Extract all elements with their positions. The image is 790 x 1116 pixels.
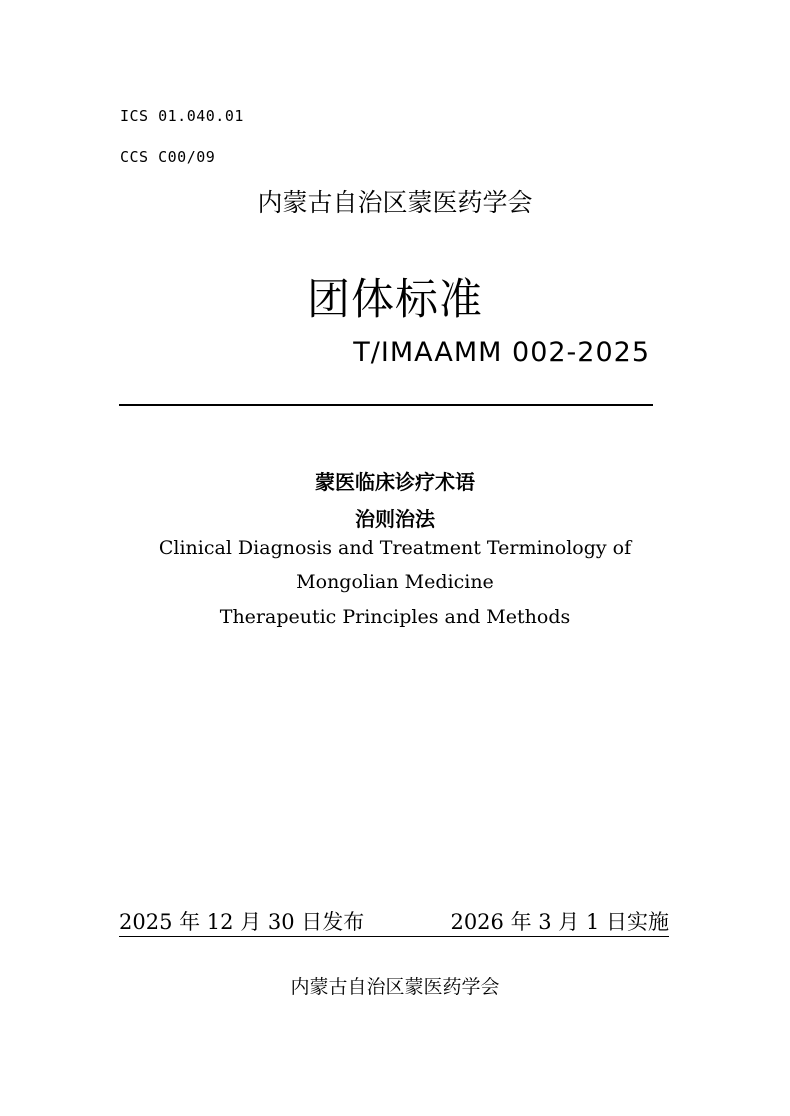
title-english-line-1: Clinical Diagnosis and Treatment Terminology of xyxy=(158,537,632,559)
organization-name-text: 内蒙古自治区蒙医药学会 xyxy=(257,188,533,217)
header-divider xyxy=(119,404,653,406)
ics-code: ICS 01.040.01 xyxy=(120,107,244,125)
ccs-code: CCS C00/09 xyxy=(120,148,216,166)
organization-name xyxy=(0,183,790,219)
standard-number: T/IMAAMM 002-2025 xyxy=(353,337,650,368)
title-english-line-3: Therapeutic Principles and Methods xyxy=(219,606,571,628)
title-chinese-line-1: 蒙医临床诊疗术语 xyxy=(315,470,475,494)
implement-date: 2026 年 3 月 1 日实施 xyxy=(450,910,669,934)
title-english-line-2: Mongolian Medicine xyxy=(296,571,494,593)
title-chinese-line-2: 治则治法 xyxy=(355,507,435,531)
publisher-name: 内蒙古自治区蒙医药学会 xyxy=(290,976,500,998)
dates-row xyxy=(119,906,669,937)
publish-date: 2025 年 12 月 30 日发布 xyxy=(119,910,365,934)
standard-type: 团体标准 xyxy=(307,275,483,325)
